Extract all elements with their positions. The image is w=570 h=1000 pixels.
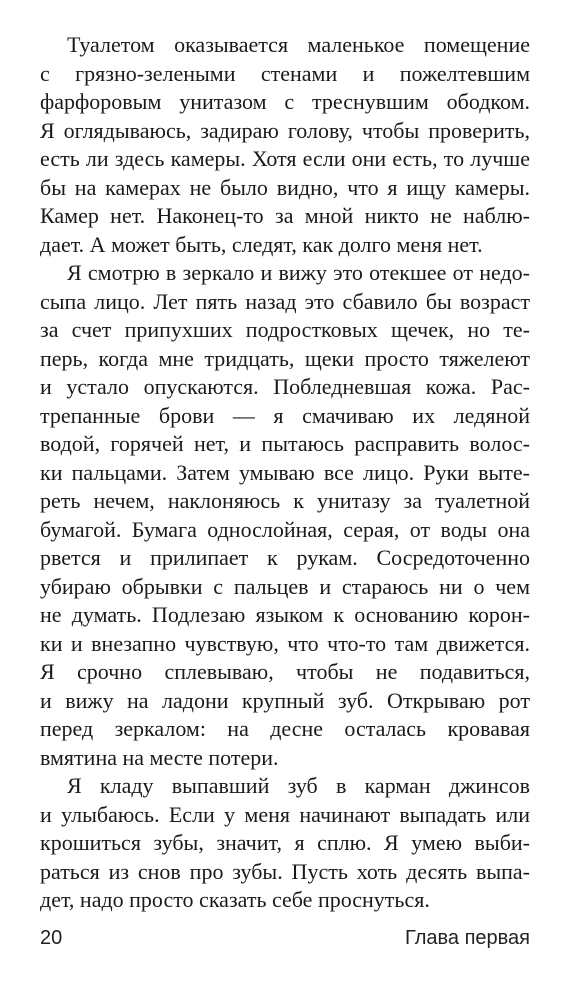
paragraph-2-line-12: убираю обрывки с пальцев и стараюсь ни о чем: [40, 573, 530, 599]
paragraph-2-line-7: водой, горячей нет, и пытаюсь расправить волос-: [40, 431, 530, 456]
paragraph-2-line-1: Я смотрю в зеркало и вижу это отекшее от недо-: [67, 260, 530, 285]
paragraph-1-line-7: Камер нет. Наконец-то за мной никто не наблю-: [40, 203, 530, 228]
paragraph-2-line-9: реть нечем, наклоняюсь к унитазу за туалетной: [40, 488, 530, 513]
paragraph-2-line-10: бумагой. Бумага однослойная, серая, от воды она: [40, 516, 530, 542]
paragraph-2-line-16: и вижу на ладони крупный зуб. Открываю рот: [40, 687, 530, 713]
paragraph-3-line-2: и улыбаюсь. Если у меня начинают выпадать или: [40, 801, 530, 827]
paragraph-1-line-4: Я оглядываюсь, задираю голову, чтобы проверить,: [40, 117, 530, 143]
paragraph-2-line-8: ки пальцами. Затем умываю все лицо. Руки выте-: [40, 459, 530, 485]
paragraph-2-line-13: не думать. Подлезаю языком к основанию корон-: [40, 602, 530, 627]
page-number: 20: [40, 927, 63, 949]
paragraph-2-line-4: перь, когда мне тридцать, щеки просто тяжелеют: [40, 345, 530, 371]
paragraph-2-line-18: вмятина на месте потери.: [40, 744, 279, 770]
paragraph-1-line-6: бы на камерах не было видно, что я ищу камеры.: [40, 174, 530, 200]
paragraph-2-line-3: за счет припухших подростковых щечек, но те-: [40, 317, 530, 342]
paragraph-1-line-3: фарфоровым унитазом с треснувшим ободком.: [40, 89, 530, 114]
paragraph-3-line-5: дет, надо просто сказать себе проснуться.: [40, 887, 430, 912]
paragraph-2-line-15: Я срочно сплевываю, чтобы не подавиться,: [40, 659, 530, 684]
paragraph-1-line-8: дает. А может быть, следят, как долго меня нет.: [40, 231, 483, 257]
paragraph-1-line-2: с грязно-зелеными стенами и пожелтевшим: [40, 60, 530, 86]
paragraph-3-line-3: крошиться зубы, значит, я сплю. Я умею выби-: [40, 830, 530, 855]
paragraph-1-line-1: Туалетом оказывается маленькое помещение: [67, 32, 530, 57]
body-text: [40, 31, 530, 915]
paragraph-2-line-6: трепанные брови — я смачиваю их ледяной: [40, 402, 530, 428]
running-chapter-title: Глава первая: [404, 927, 530, 949]
paragraph-2-line-5: и устало опускаются. Побледневшая кожа. Рас-: [40, 374, 530, 399]
paragraph-2-line-14: ки и внезапно чувствую, что что-то там движется.: [40, 630, 530, 656]
paragraph-2-line-11: рвется и прилипает к рукам. Сосредоточенно: [40, 545, 530, 570]
paragraph-1-line-5: есть ли здесь камеры. Хотя если они есть, то лучше: [40, 146, 530, 171]
paragraph-2-line-17: перед зеркалом: на десне осталась кровавая: [40, 716, 530, 741]
paragraph-3-line-1: Я кладу выпавший зуб в карман джинсов: [67, 773, 530, 798]
page-footer: [40, 927, 530, 953]
paragraph-2-line-2: сыпа лицо. Лет пять назад это сбавило бы возраст: [40, 288, 530, 314]
paragraph-3-line-4: раться из снов про зубы. Пусть хоть десять выпа-: [40, 858, 530, 884]
